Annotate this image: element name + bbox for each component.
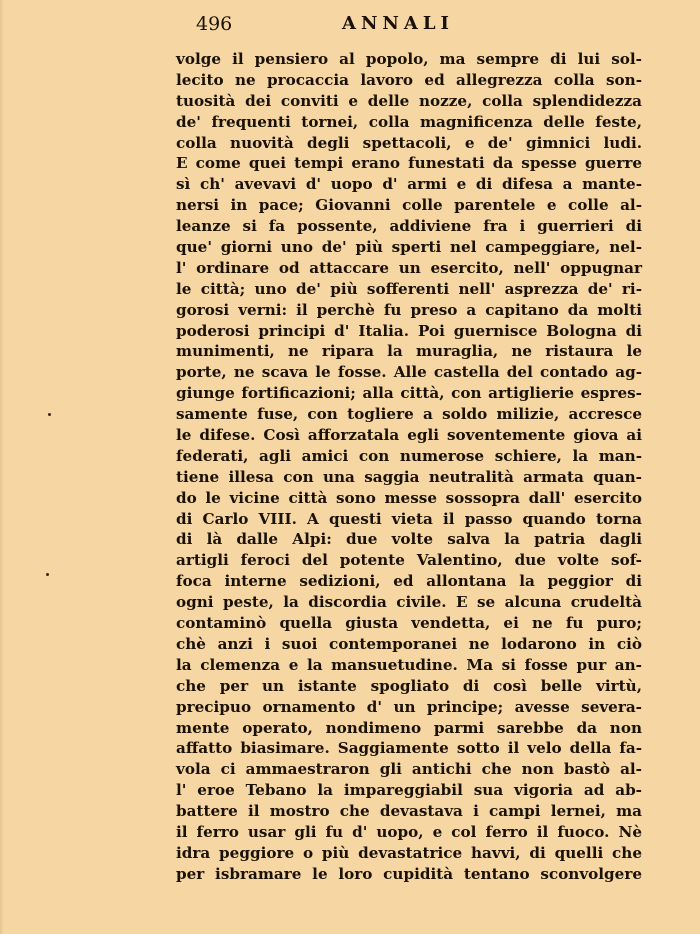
text-line: tiene illesa con una saggia neutralità armata quan- (176, 467, 642, 486)
text-line: ogni peste, la discordia civile. E se alcuna crudeltà (176, 593, 642, 612)
margin-speck (48, 413, 51, 416)
text-line: samente fuse, con togliere a soldo milizie, accresce (176, 405, 642, 424)
text-line: il ferro usar gli fu d' uopo, e col ferro il fuoco. Nè (176, 822, 642, 841)
text-line: porte, ne scava le fosse. Alle castella del contado ag- (176, 363, 642, 382)
text-line: affatto biasimare. Saggiamente sotto il velo della fa- (176, 739, 642, 758)
text-line: le difese. Così afforzatala egli soventemente giova ai (176, 426, 642, 445)
text-line: le città; uno de' più sofferenti nell' asprezza de' ri- (176, 279, 642, 298)
text-line: federati, agli amici con numerose schiere, la man- (176, 446, 642, 465)
text-line: munimenti, ne ripara la muraglia, ne ristaura le (176, 342, 642, 361)
text-line: lecito ne procaccia lavoro ed allegrezza colla son- (176, 70, 642, 89)
text-line: per isbramare le loro cupidità tentano sconvolgere (176, 864, 642, 883)
text-line: di Carlo VIII. A questi vieta il passo quando torna (176, 509, 642, 528)
text-line: foca interne sedizioni, ed allontana la peggior di (176, 572, 642, 591)
text-line: tuosità dei conviti e delle nozze, colla splendidezza (176, 91, 642, 110)
text-line: chè anzi i suoi contemporanei ne lodarono in ciò (176, 634, 642, 653)
text-line: artigli feroci del potente Valentino, due volte sof- (176, 551, 642, 570)
text-line: de' frequenti tornei, colla magnificenza delle feste, (176, 112, 642, 131)
text-line: nersi in pace; Giovanni colle parentele e colle al- (176, 196, 642, 215)
text-line: colla nuovità degli spettacoli, e de' gimnici ludi. (176, 133, 642, 152)
text-line: battere il mostro che devastava i campi lernei, ma (176, 802, 642, 821)
text-line: che per un istante spogliato di così belle virtù, (176, 676, 642, 695)
text-line: sì ch' avevavi d' uopo d' armi e di difesa a mante- (176, 175, 642, 194)
page-header (176, 11, 640, 39)
text-line: di là dalle Alpi: due volte salva la patria dagli (176, 530, 642, 549)
text-line: vola ci ammaestraron gli antichi che non bastò al- (176, 760, 642, 779)
page-edge-shadow (0, 0, 4, 934)
text-line: mente operato, nondimeno parmi sarebbe da non (176, 718, 642, 737)
text-line: leanze si fa possente, addiviene fra i guerrieri di (176, 217, 642, 236)
body-text (176, 49, 642, 885)
margin-speck (46, 573, 49, 576)
running-title: ANNALI (342, 13, 454, 34)
text-line: do le vicine città sono messe sossopra dall' esercito (176, 488, 642, 507)
text-line: volge il pensiero al popolo, ma sempre di lui sol- (176, 50, 642, 68)
page-number: 496 (196, 13, 233, 35)
text-line: l' ordinare od attaccare un esercito, nell' oppugnar (176, 258, 642, 277)
text-line: contaminò quella giusta vendetta, ei ne fu puro; (176, 614, 642, 633)
text-line: precipuo ornamento d' un principe; avesse severa- (176, 697, 642, 716)
text-line: poderosi principi d' Italia. Poi guernisce Bologna di (176, 321, 642, 340)
text-line: giunge fortificazioni; alla città, con artiglierie espres- (176, 384, 642, 403)
text-line: l' eroe Tebano la impareggiabil sua vigoria ad ab- (176, 781, 642, 800)
text-line: gorosi verni: il perchè fu preso a capitano da molti (176, 300, 642, 319)
text-line: idra peggiore o più devastatrice havvi, di quelli che (176, 843, 642, 862)
text-line: la clemenza e la mansuetudine. Ma si fosse pur an- (176, 655, 642, 674)
text-line: que' giorni uno de' più sperti nel campeggiare, nel- (176, 238, 642, 257)
text-line: E come quei tempi erano funestati da spesse guerre (176, 154, 642, 173)
